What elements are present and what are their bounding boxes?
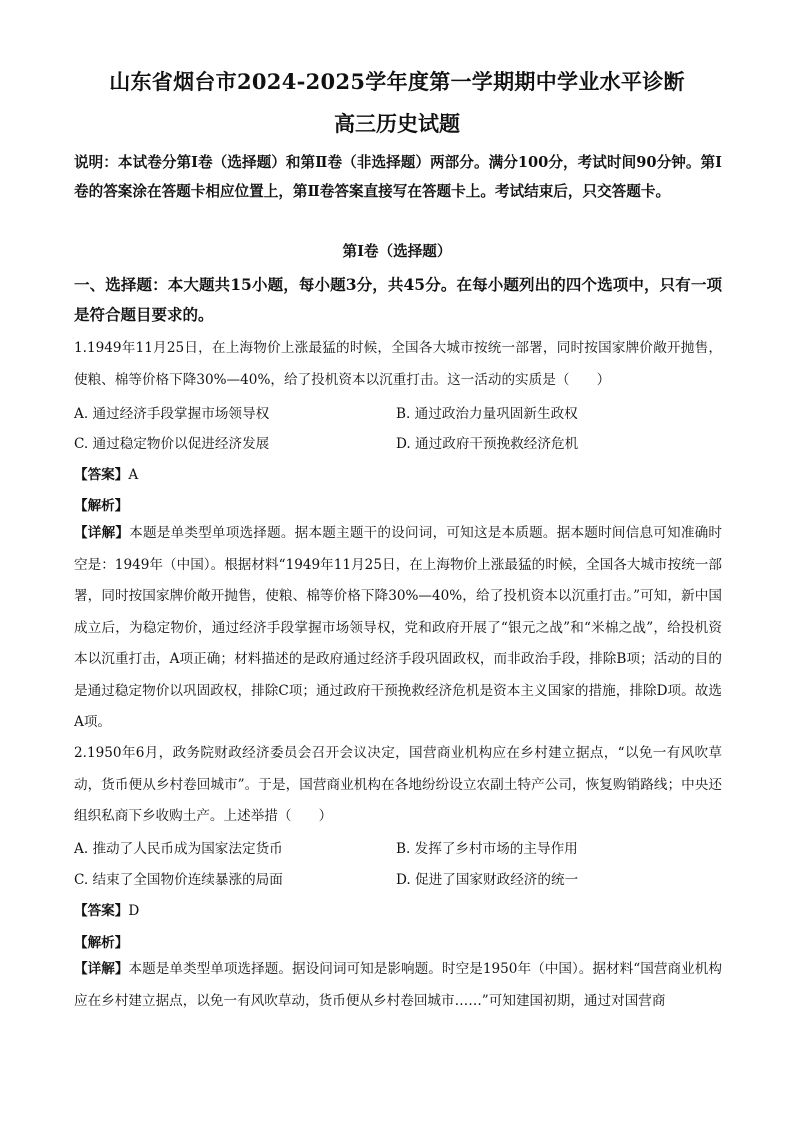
section-heading: 一、选择题：本大题共15小题，每小题3分，共45分。在每小题列出的四个选项中，只有一项是符合题目要求的。 bbox=[74, 275, 722, 324]
question-2-option-a: A. 推动了人民币成为国家法定货币 bbox=[74, 841, 283, 857]
answer-value: A bbox=[128, 467, 139, 483]
question-2-stem: 2.1950年6月，政务院财政经济委员会召开会议决定，国营商业机构应在乡村建立据点，“以免一有风吹草动，货币便从乡村卷回城市”。于是，国营商业机构在各地纷纷设立农副土特产公司，恢复购销路线；中央还组织私商下乡收购土产。上述举措（ ） bbox=[74, 745, 722, 824]
answer-label: 【答案】 bbox=[74, 903, 129, 919]
detail-label: 【详解】 bbox=[74, 961, 129, 977]
question-1-detail bbox=[74, 518, 722, 739]
question-1-stem: 1.1949年11月25日，在上海物价上涨最猛的时候，全国各大城市按统一部署，同时按国家牌价敞开抛售，使粮、棉等价格下降30%—40%，给了投机资本以沉重打击。这一活动的实质是（ ） bbox=[74, 340, 722, 388]
question-2-option-d: D. 促进了国家财政经济的统一 bbox=[396, 872, 579, 888]
detail-label: 【详解】 bbox=[74, 525, 130, 541]
question-1-answer bbox=[74, 463, 138, 483]
question-2-option-c: C. 结束了全国物价连续暴涨的局面 bbox=[74, 872, 283, 888]
analysis-label: 【解析】 bbox=[74, 935, 129, 951]
question-2-answer bbox=[74, 899, 139, 919]
detail-text: 本题是单类型单项选择题。据本题主题干的设问词，可知这是本质题。据本题时间信息可知准确时空是：1949年（中国）。根据材料“1949年11月25日，在上海物价上涨最猛的时候，全国各大城市按统一部署，同时按国家牌价敞开抛售，使粮、棉等价格下降30%—40%，给了投机资本以沉重打击。”可知，新中国成立后，为稳定物价，通过经济手段掌握市场领导权，党和政府开展了“银元之战”和“米棉之战”，给投机资本以沉重打击，A项正确；材料描述的是政府通过经济手段巩固政权，而非政治手段，排除B项；活动的目的是通过稳定物价以巩固政权，排除C项；通过政府干预挽救经济危机是资本主义国家的措施，排除D项。故选A项。 bbox=[74, 525, 723, 730]
exam-instructions: 说明：本试卷分第Ⅰ卷（选择题）和第Ⅱ卷（非选择题）两部分。满分100分，考试时间90分钟。第Ⅰ卷的答案涂在答题卡相应位置上，第Ⅱ卷答案直接写在答题卡上。考试结束后，只交答题卡。 bbox=[74, 154, 722, 200]
question-2-detail bbox=[74, 954, 722, 1017]
document-subtitle: 高三历史试题 bbox=[334, 111, 460, 136]
answer-label: 【答案】 bbox=[74, 467, 129, 483]
detail-text: 本题是单类型单项选择题。据设问词可知是影响题。时空是1950年（中国）。据材料“国营商业机构应在乡村建立据点，以免一有风吹草动，货币便从乡村卷回城市……”可知建国初期，通过对国营商 bbox=[74, 961, 722, 1009]
question-1-option-b: B. 通过政治力量巩固新生政权 bbox=[396, 406, 578, 422]
question-1-option-c: C. 通过稳定物价以促进经济发展 bbox=[74, 436, 270, 452]
analysis-label: 【解析】 bbox=[74, 498, 129, 514]
question-2-option-b: B. 发挥了乡村市场的主导作用 bbox=[396, 841, 578, 857]
question-2-analysis-label bbox=[74, 931, 128, 951]
document-title: 山东省烟台市2024-2025学年度第一学期期中学业水平诊断 bbox=[109, 69, 685, 94]
answer-value: D bbox=[128, 903, 140, 919]
question-1-analysis-label bbox=[74, 494, 128, 514]
question-1-option-d: D. 通过政府干预挽救经济危机 bbox=[396, 436, 579, 452]
question-1-option-a: A. 通过经济手段掌握市场领导权 bbox=[74, 406, 270, 422]
section-title: 第Ⅰ卷（选择题） bbox=[342, 243, 452, 260]
